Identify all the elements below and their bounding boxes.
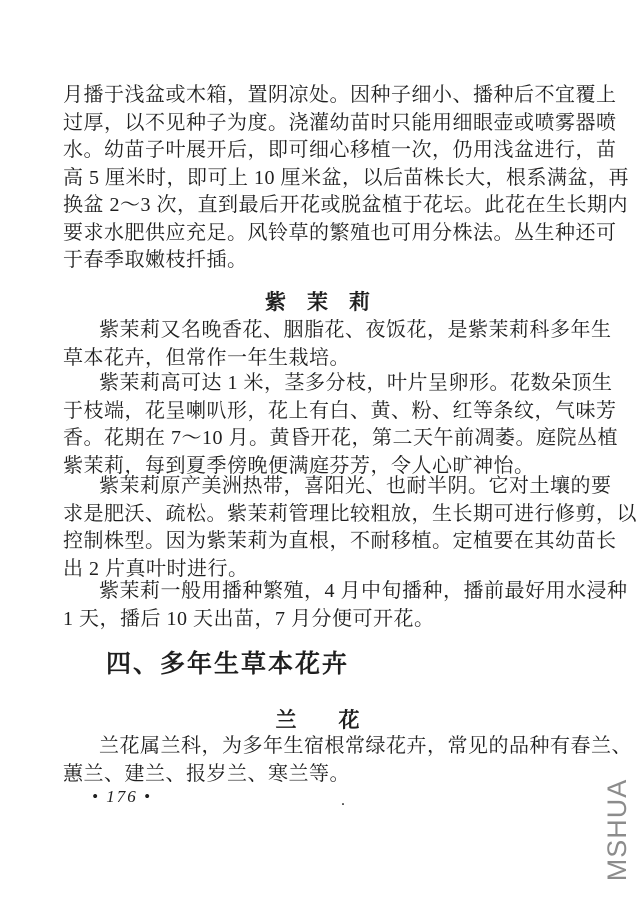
text-line: 兰花属兰科，为多年生宿根常绿花卉，常见的品种有春兰、 — [99, 735, 632, 757]
ink-speck: . — [341, 792, 345, 809]
text-line: 求是肥沃、疏松。紫茉莉管理比较粗放，生长期可进行修剪，以 — [63, 502, 637, 525]
text-line: 月播于浅盆或木箱，置阴凉处。因种子细小、播种后不宜覆上 — [63, 84, 617, 106]
text-line: 出 2 片真叶时进行。 — [63, 557, 249, 580]
chapter-heading: 四、多年生草本花卉 — [106, 651, 350, 678]
page-number: • 176 • — [92, 787, 152, 806]
lanhua-paragraph-1 — [63, 733, 632, 788]
text-line: 紫茉莉，每到夏季傍晚便满庭芬芳，令人心旷神怡。 — [63, 454, 535, 477]
text-line: 过厚，以不见种子为度。浇灌幼苗时只能用细眼壶或喷雾器喷 — [63, 111, 617, 134]
text-line: 控制株型。因为紫茉莉为直根，不耐移植。定植要在其幼苗长 — [63, 530, 617, 552]
zimoli-paragraph-2 — [63, 370, 618, 480]
zimoli-paragraph-1 — [63, 317, 612, 372]
text-line: 要求水肥供应充足。风铃草的繁殖也可用分株法。丛生种还可 — [63, 221, 617, 244]
text-line: 草本花卉，但常作一年生栽培。 — [63, 346, 350, 369]
text-line: 香。花期在 7～10 月。黄昏开花，第二天午前凋萎。庭院丛植 — [63, 427, 618, 449]
section-heading-zimoli: 紫 茉 莉 — [265, 290, 370, 314]
text-line: 于枝端，花呈喇叭形，花上有白、黄、粉、红等条纹，气味芳 — [63, 399, 617, 422]
text-line: 1 天，播后 10 天出苗，7 月分便可开花。 — [63, 607, 435, 630]
text-line: 高 5 厘米时，即可上 10 厘米盆，以后苗株长大，根系满盆，再 — [63, 166, 629, 189]
text-line: 换盆 2～3 次，直到最后开花或脱盆植于花坛。此花在生长期内 — [63, 194, 628, 216]
section-heading-lanhua: 兰 花 — [275, 708, 360, 732]
zimoli-paragraph-3 — [63, 473, 637, 583]
zimoli-paragraph-4 — [63, 578, 628, 633]
text-line: 紫茉莉高可达 1 米，茎多分枝，叶片呈卵形。花数朵顶生 — [99, 372, 613, 394]
paragraph-continuation — [63, 82, 629, 275]
text-line: 于春季取嫩枝扦插。 — [63, 249, 248, 271]
text-line: 紫茉莉一般用播种繁殖，4 月中旬播种，播前最好用水浸种 — [99, 580, 628, 602]
text-line: 紫茉莉又名晚香花、胭脂花、夜饭花，是紫茉莉科多年生 — [99, 319, 612, 341]
text-line: 蕙兰、建兰、报岁兰、寒兰等。 — [63, 762, 350, 785]
watermark: MSHUA — [602, 778, 632, 882]
text-line: 水。幼苗子叶展开后，即可细心移植一次，仍用浅盆进行，苗 — [63, 139, 617, 161]
text-line: 紫茉莉原产美洲热带，喜阳光、也耐半阴。它对土壤的要 — [99, 475, 612, 497]
